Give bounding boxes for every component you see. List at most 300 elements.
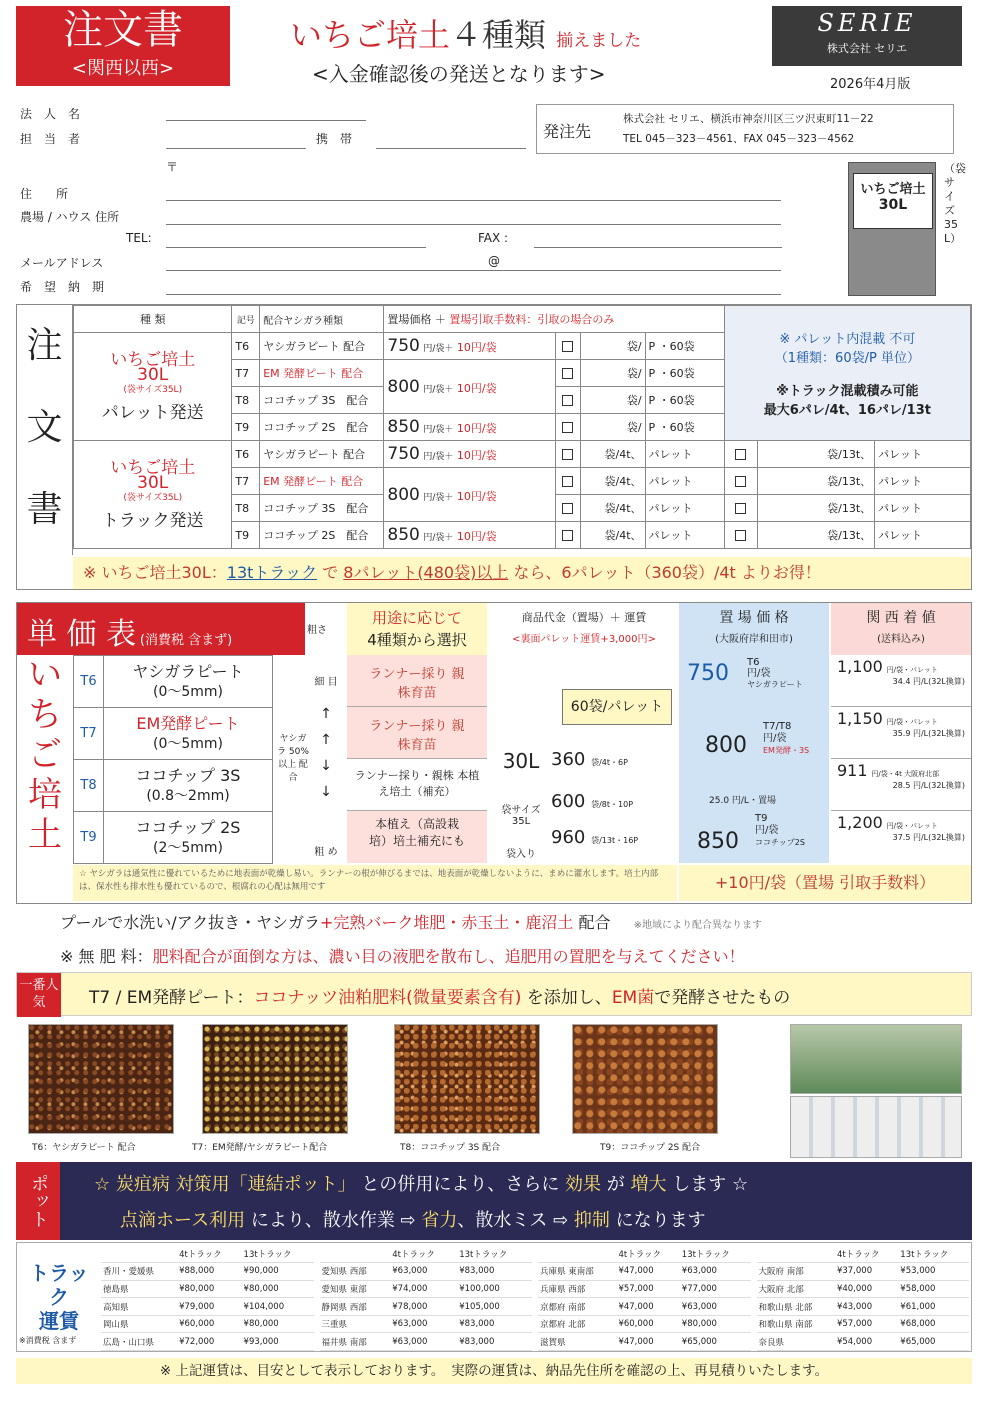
truck-note-1: ※トラック混載積み可能 bbox=[776, 384, 919, 399]
at-mark: @ bbox=[488, 254, 500, 268]
qty-cell-a: 袋/4t、 bbox=[581, 495, 645, 522]
kansai-unit: 円/袋・パレット bbox=[886, 666, 938, 674]
photo-caption bbox=[192, 1140, 327, 1153]
price-title-bar bbox=[17, 603, 305, 655]
kansai-sub: 37.5 円/L(32L換算) bbox=[892, 833, 965, 842]
qty-cell-b: パレット bbox=[645, 495, 724, 522]
fax-label: FAX : bbox=[478, 231, 509, 245]
qty-cell-c: 袋/13t、 bbox=[757, 495, 875, 522]
wash-text-b: +完熟バーク堆肥・赤玉土・鹿沼土 bbox=[319, 913, 574, 932]
qty-cell-b: パレット bbox=[645, 522, 724, 549]
kansai-price: 1,200 bbox=[837, 813, 883, 832]
kansai-column bbox=[831, 655, 971, 863]
headline-main: いちご培土 bbox=[290, 16, 451, 54]
col-header-price bbox=[384, 306, 724, 333]
popular-c: を添加し、 bbox=[521, 988, 612, 1008]
truck-fare-row bbox=[101, 1263, 314, 1281]
truck-fare-13t: ¥58,000 bbox=[898, 1280, 969, 1298]
kansai-price: 1,150 bbox=[837, 709, 883, 728]
wash-line bbox=[60, 910, 970, 933]
order-to-line1: 株式会社 セリエ、横浜市神奈川区三ツ沢東町11－22 bbox=[623, 113, 874, 125]
kansai-cell bbox=[831, 707, 971, 759]
qty-cell-c: 袋/13t、 bbox=[757, 441, 875, 468]
qty-unit: 袋/4t・6P bbox=[591, 758, 628, 767]
bag-size: 30L bbox=[878, 197, 908, 213]
qty-cell-a: 袋/ bbox=[581, 360, 645, 387]
place-code: T6 bbox=[747, 657, 760, 668]
order-to-label: 発注先 bbox=[543, 122, 592, 141]
truck-pref: 岡山県 bbox=[101, 1315, 177, 1333]
order-form-badge bbox=[16, 6, 230, 86]
badge-title: 注文書 bbox=[63, 7, 183, 53]
qty-cell-b: パレット bbox=[645, 441, 724, 468]
kansai-price: 1,100 bbox=[837, 657, 883, 676]
pot-side-label: ポット bbox=[16, 1162, 60, 1240]
truck-col-4t: 4tトラック bbox=[835, 1245, 898, 1263]
truck-col-4t: 4tトラック bbox=[390, 1245, 457, 1263]
banner-d: 8パレット(480袋)以上 bbox=[343, 563, 509, 582]
truck-col-pref bbox=[538, 1245, 616, 1263]
pot-line1-b: との併用により、さらに bbox=[355, 1174, 566, 1195]
col-use bbox=[347, 603, 487, 655]
qty-cell-a: 袋/ bbox=[581, 333, 645, 360]
place-price-row bbox=[687, 661, 729, 686]
row-code: T9 bbox=[232, 414, 260, 441]
place-detail bbox=[763, 721, 809, 757]
kansai-cell bbox=[831, 655, 971, 707]
price-side-label bbox=[17, 655, 73, 863]
pot-line2-f: になります bbox=[609, 1210, 706, 1231]
row-mix-text: EM 発酵ピート 配合 bbox=[263, 367, 364, 380]
qty-cell-b: P ・60袋 bbox=[645, 333, 724, 360]
popular-a: T7 / EM発酵ピート： bbox=[89, 988, 254, 1008]
qty-cell-b: P ・60袋 bbox=[645, 414, 724, 441]
truck-fare-row bbox=[320, 1333, 533, 1351]
truck-label-2: 運賃 bbox=[39, 1309, 79, 1333]
pot-line1-f: します ☆ bbox=[666, 1174, 749, 1195]
bag-side-note: （袋サイズ35L） bbox=[944, 162, 966, 245]
farm-label: 農場 / ハウス 住所 bbox=[20, 210, 120, 224]
truck-pref: 奈良県 bbox=[757, 1333, 835, 1351]
col-place-2: (大阪府岸和田市) bbox=[715, 634, 793, 645]
qty-row bbox=[551, 749, 677, 770]
tel-field[interactable] bbox=[166, 247, 426, 248]
order-to-box bbox=[536, 104, 954, 154]
row-fee: 10円/袋 bbox=[456, 341, 497, 354]
logo-company: 株式会社 セリエ bbox=[826, 42, 908, 55]
qty-checkbox[interactable] bbox=[555, 387, 581, 414]
qty-num: 360 bbox=[551, 749, 586, 770]
qty-checkbox[interactable] bbox=[555, 414, 581, 441]
col-cost-2: <裏面パレット運賃+3,000円> bbox=[512, 634, 656, 645]
kansai-cell bbox=[831, 811, 971, 863]
qty-cell-a: 袋/ bbox=[581, 414, 645, 441]
pallet-note-1: ※ パレット内混載 不可 bbox=[779, 332, 916, 347]
product-size: (0～5mm) bbox=[152, 735, 223, 752]
truck-fare-4t: ¥60,000 bbox=[177, 1315, 241, 1333]
truck-fare-13t: ¥105,000 bbox=[457, 1298, 532, 1316]
truck-fare-table bbox=[757, 1245, 970, 1351]
row-price-unit: 円/袋＋ bbox=[423, 425, 454, 435]
row-price-value: 850 bbox=[387, 525, 420, 545]
headline-suffix: 揃えました bbox=[556, 31, 642, 51]
pallet-group-size: 30L bbox=[137, 364, 169, 385]
product-table bbox=[73, 655, 273, 864]
per-pallet-box: 60袋/パレット bbox=[562, 689, 672, 725]
volume-label: 30L bbox=[502, 749, 540, 773]
truck-fare-13t: ¥65,000 bbox=[680, 1333, 751, 1351]
wash-text-a: プールで水洗い/アク抜き・ヤシガラ bbox=[60, 913, 320, 932]
coarse-top: 細 目 bbox=[314, 677, 338, 688]
truck-pref: 愛知県 東部 bbox=[320, 1280, 391, 1298]
product-size: (0～5mm) bbox=[152, 683, 223, 700]
row-fee: 10円/袋 bbox=[456, 381, 497, 395]
truck-fare-4t: ¥74,000 bbox=[390, 1280, 457, 1298]
pallet-note bbox=[724, 306, 970, 441]
row-fee: 10円/袋 bbox=[456, 489, 497, 503]
truck-col-13t: 13tトラック bbox=[242, 1245, 314, 1263]
truck-fare-13t: ¥90,000 bbox=[242, 1263, 314, 1281]
order-table bbox=[73, 305, 971, 549]
truck-fare-row bbox=[538, 1333, 751, 1351]
qty-unit: 袋/8t・10P bbox=[591, 800, 634, 809]
truck-col-4t: 4tトラック bbox=[177, 1245, 241, 1263]
row-price-unit: 円/袋＋ bbox=[423, 384, 454, 395]
product-code: T9 bbox=[74, 812, 104, 864]
truck-fare-4t: ¥80,000 bbox=[177, 1280, 241, 1298]
popular-badge: 一番人気 bbox=[17, 973, 61, 1017]
yashigara-note: ヤシガラ 50% 以上 配合 bbox=[277, 734, 309, 783]
price-side-char: い bbox=[28, 655, 62, 695]
pot-photo-bottom bbox=[790, 1096, 962, 1158]
fee-note: +10円/袋（置場 引取手数料） bbox=[679, 865, 971, 901]
truck-tax-note: ※消費税 含まず bbox=[19, 1336, 77, 1345]
row-price bbox=[384, 441, 555, 468]
truck-note-2: 最大6パレ/4t、16パレ/13t bbox=[763, 403, 931, 418]
pot-line1-c: 効果 bbox=[565, 1174, 602, 1195]
row-mix: ヤシガラピート 配合 bbox=[260, 441, 384, 468]
row-price bbox=[384, 414, 555, 441]
qty-cell-b: P ・60袋 bbox=[645, 360, 724, 387]
truck-pref: 徳島県 bbox=[101, 1280, 177, 1298]
kansai-sub: 34.4 円/L(32L換算) bbox=[892, 677, 965, 686]
mobile-field[interactable] bbox=[376, 148, 526, 149]
place-code: T7/T8 bbox=[763, 721, 792, 732]
kansai-price: 911 bbox=[837, 761, 868, 780]
qty-checkbox[interactable] bbox=[555, 468, 581, 495]
truck-pref: 和歌山県 北部 bbox=[757, 1298, 835, 1316]
place-detail bbox=[747, 657, 803, 690]
pot-line2-c: 省力 bbox=[421, 1210, 458, 1231]
soil-photo-t8 bbox=[394, 1024, 540, 1134]
order-to-line2: TEL 045－323－4561、FAX 045－323－4562 bbox=[623, 133, 855, 145]
row-price-value: 850 bbox=[387, 417, 420, 437]
truck-fare-4t: ¥78,000 bbox=[390, 1298, 457, 1316]
product-code: T8 bbox=[74, 760, 104, 812]
truck-fare-4t: ¥88,000 bbox=[177, 1263, 241, 1281]
delivery-field[interactable] bbox=[166, 294, 781, 295]
truck-fare-4t: ¥40,000 bbox=[835, 1280, 898, 1298]
truck-pref: 大阪府 南部 bbox=[757, 1263, 835, 1281]
truck-fare-row bbox=[101, 1333, 314, 1351]
product-code: T7 bbox=[74, 708, 104, 760]
col-use-2: 4種類から選択 bbox=[367, 631, 467, 649]
col-kansai-2: (送料込み) bbox=[877, 634, 925, 645]
product-name-cell bbox=[104, 812, 273, 864]
qty-checkbox[interactable] bbox=[555, 333, 581, 360]
logo-brand: SERIE bbox=[817, 9, 917, 37]
qty-checkbox-13t[interactable] bbox=[724, 495, 757, 522]
subheadline: <入金確認後の発送となります> bbox=[312, 62, 606, 86]
qty-cell-d: パレット bbox=[875, 441, 971, 468]
use-cell: ランナー採り 親株育苗 bbox=[347, 707, 487, 759]
row-price-value: 800 bbox=[387, 484, 420, 505]
col-place-1: 置 場 価 格 bbox=[719, 610, 789, 626]
row-mix: ココチップ 2S 配合 bbox=[260, 522, 384, 549]
col-header-type: 種 類 bbox=[74, 306, 232, 333]
truck-group-bag: (袋サイズ35L) bbox=[123, 492, 183, 503]
truck-pref: 静岡県 西部 bbox=[320, 1298, 391, 1316]
badge-subtitle: <関西以西> bbox=[71, 58, 175, 79]
qty-cell-d: パレット bbox=[875, 522, 971, 549]
truck-pref: 高知県 bbox=[101, 1298, 177, 1316]
place-unit: 円/袋 bbox=[755, 825, 779, 836]
farm-field[interactable] bbox=[166, 224, 781, 225]
truck-group-cell bbox=[74, 441, 232, 549]
price-side-char: ち bbox=[28, 695, 62, 735]
price-side-char: ご bbox=[28, 735, 62, 775]
place-desc: ココチップ2S bbox=[755, 838, 805, 847]
truck-col-pref bbox=[320, 1245, 391, 1263]
person-field[interactable] bbox=[166, 148, 306, 149]
product-name: ココチップ 3S bbox=[135, 765, 241, 785]
place-unit: 円/袋 bbox=[763, 733, 787, 744]
product-name: ヤシガラピート bbox=[132, 661, 244, 681]
truck-blocks bbox=[101, 1245, 969, 1351]
truck-fare-13t: ¥61,000 bbox=[898, 1298, 969, 1316]
bag-in-label: 袋入り bbox=[506, 849, 536, 860]
qty-num: 960 bbox=[551, 827, 586, 848]
qty-cell-a: 袋/4t、 bbox=[581, 522, 645, 549]
pallet-group-method: パレット発送 bbox=[101, 402, 204, 423]
truck-fare-4t: ¥63,000 bbox=[390, 1315, 457, 1333]
product-size: (0.8～2mm) bbox=[146, 787, 230, 804]
row-mix bbox=[260, 360, 384, 387]
qty-checkbox[interactable] bbox=[555, 495, 581, 522]
wash-note: ※地域により配合異なります bbox=[633, 920, 762, 931]
qty-checkbox-13t[interactable] bbox=[724, 522, 757, 549]
price-title-note: (消費税 含まず) bbox=[139, 633, 233, 648]
address-field[interactable] bbox=[166, 200, 781, 201]
headline-num: ４種類 bbox=[450, 16, 547, 54]
mobile-label: 携 帯 bbox=[316, 132, 353, 146]
price-footnote: ☆ ヤシガラは通気性に優れているために地表面が乾燥し易い。ランナーの根が伸びるまでは、地表面が乾燥しないように、まめに灌水します。培土内部は、保水性も排水性も優れているので、根腐れの心配は無用です bbox=[73, 865, 677, 901]
col-cost-1: 商品代金（置場）＋ 運賃 bbox=[521, 611, 647, 624]
truck-fare-13t: ¥80,000 bbox=[242, 1280, 314, 1298]
product-name: ココチップ 2S bbox=[135, 817, 241, 837]
banner-e: なら、6パレット（360袋）/4t よりお得！ bbox=[508, 563, 821, 582]
popular-text bbox=[89, 983, 790, 1008]
truck-fare-row bbox=[538, 1263, 751, 1281]
qty-checkbox[interactable] bbox=[555, 360, 581, 387]
serie-logo bbox=[772, 6, 962, 66]
row-code: T7 bbox=[232, 360, 260, 387]
col-place bbox=[679, 603, 829, 655]
order-side-label bbox=[17, 305, 73, 555]
truck-fare-row bbox=[538, 1315, 751, 1333]
row-code: T6 bbox=[232, 333, 260, 360]
qty-checkbox-13t[interactable] bbox=[724, 468, 757, 495]
qty-num: 600 bbox=[551, 791, 586, 812]
qty-cell-a: 袋/ bbox=[581, 387, 645, 414]
qty-checkbox[interactable] bbox=[555, 522, 581, 549]
row-fee: 10円/袋 bbox=[456, 449, 497, 462]
product-name-cell bbox=[104, 760, 273, 812]
use-cell: ランナー採り・親株 本植え培土（補充） bbox=[347, 759, 487, 811]
truck-fare-13t: ¥80,000 bbox=[242, 1315, 314, 1333]
pot-line2-e: 抑制 bbox=[573, 1210, 610, 1231]
truck-fare-row bbox=[320, 1315, 533, 1333]
row-price-unit: 円/袋＋ bbox=[423, 492, 454, 503]
per-liter: 25.0 円/L・置場 bbox=[709, 796, 776, 806]
truck-fare-row bbox=[320, 1280, 533, 1298]
price-side-char: 土 bbox=[28, 815, 62, 855]
row-mix: ココチップ 2S 配合 bbox=[260, 414, 384, 441]
truck-fare-13t: ¥77,000 bbox=[680, 1280, 751, 1298]
truck-fare-13t: ¥83,000 bbox=[457, 1315, 532, 1333]
place-code: T9 bbox=[755, 813, 768, 824]
order-side-char: 書 bbox=[26, 489, 63, 530]
photo-caption-text: T7：EM発酵/ヤシガラピート配合 bbox=[192, 1143, 328, 1153]
popular-e: で発酵させたもの bbox=[654, 988, 791, 1008]
product-name: EM発酵ピート bbox=[136, 713, 240, 733]
qty-cell-a: 袋/4t、 bbox=[581, 441, 645, 468]
banner-b: 13tトラック bbox=[226, 563, 318, 582]
truck-fare-13t: ¥63,000 bbox=[680, 1263, 751, 1281]
pot-line2-a: 点滴ホース利用 bbox=[120, 1210, 246, 1231]
truck-fare-row bbox=[538, 1298, 751, 1316]
product-size: (2～5mm) bbox=[152, 839, 223, 856]
coarse-arrow: ↑ ↑ ↓ ↓ bbox=[320, 706, 332, 800]
qty-cell-d: パレット bbox=[875, 495, 971, 522]
truck-col-13t: 13tトラック bbox=[457, 1245, 532, 1263]
truck-fare-4t: ¥57,000 bbox=[616, 1280, 679, 1298]
place-price: 750 bbox=[687, 661, 729, 686]
row-price bbox=[384, 360, 555, 414]
truck-pref: 大阪府 北部 bbox=[757, 1280, 835, 1298]
col-header-fee-label: 置場引取手数料：引取の場合のみ bbox=[449, 313, 615, 326]
qty-cell-c: 袋/13t、 bbox=[757, 522, 875, 549]
truck-pref: 愛知県 西部 bbox=[320, 1263, 391, 1281]
row-mix: ヤシガラピート 配合 bbox=[260, 333, 384, 360]
use-cell: 本植え（高設栽培）培土補充にも bbox=[347, 811, 487, 863]
truck-pref: 福井県 南部 bbox=[320, 1333, 391, 1351]
company-field[interactable] bbox=[166, 120, 366, 121]
banner-a: ※ いちご培土30L： bbox=[83, 563, 227, 582]
truck-fare-4t: ¥60,000 bbox=[616, 1315, 679, 1333]
row-price-unit: 円/袋＋ bbox=[423, 533, 454, 543]
truck-fare-table bbox=[538, 1245, 751, 1351]
use-column bbox=[347, 655, 487, 863]
row-price-value: 800 bbox=[387, 376, 420, 397]
truck-fare-4t: ¥63,000 bbox=[390, 1333, 457, 1351]
kansai-sub: 28.5 円/L(32L換算) bbox=[892, 781, 965, 790]
use-cell: ランナー採り 親株育苗 bbox=[347, 655, 487, 707]
footer-note: ※ 上記運賃は、目安として表示しております。 実際の運賃は、納品先住所を確認の上、再見積りいたします。 bbox=[16, 1358, 972, 1384]
truck-fare-13t: ¥53,000 bbox=[898, 1263, 969, 1281]
col-header-price-label: 置場価格 ＋ bbox=[387, 313, 450, 326]
truck-pref: 京都府 北部 bbox=[538, 1315, 616, 1333]
truck-fare-4t: ¥54,000 bbox=[835, 1333, 898, 1351]
truck-label bbox=[21, 1261, 97, 1333]
no-fertilizer-line bbox=[60, 944, 970, 967]
row-mix bbox=[260, 468, 384, 495]
person-label: 担 当 者 bbox=[20, 132, 81, 146]
product-name-cell bbox=[104, 708, 273, 760]
price-title: 単 価 表 bbox=[27, 617, 137, 652]
row-mix: ココチップ 3S 配合 bbox=[260, 495, 384, 522]
qty-checkbox-13t[interactable] bbox=[724, 441, 757, 468]
place-price-row bbox=[705, 733, 747, 758]
banner-c: で bbox=[317, 563, 344, 582]
truck-deal-banner bbox=[73, 557, 971, 589]
qty-cell-c: 袋/13t、 bbox=[757, 468, 875, 495]
truck-pref: 香川・愛媛県 bbox=[101, 1263, 177, 1281]
col-cost bbox=[491, 607, 677, 651]
soil-photo-t6 bbox=[28, 1024, 174, 1134]
truck-pref: 和歌山県 南部 bbox=[757, 1315, 835, 1333]
qty-cell-b: パレット bbox=[645, 468, 724, 495]
qty-checkbox[interactable] bbox=[555, 441, 581, 468]
row-price-unit: 円/袋＋ bbox=[423, 452, 454, 462]
photo-caption: T8：ココチップ 3S 配合 bbox=[400, 1143, 501, 1153]
truck-fare-13t: ¥80,000 bbox=[680, 1315, 751, 1333]
truck-fare-row bbox=[757, 1263, 970, 1281]
order-side-char: 文 bbox=[26, 407, 63, 448]
row-code: T9 bbox=[232, 522, 260, 549]
truck-fare-4t: ¥47,000 bbox=[616, 1263, 679, 1281]
truck-fare-4t: ¥37,000 bbox=[835, 1263, 898, 1281]
price-section bbox=[16, 602, 972, 904]
delivery-label: 希 望 納 期 bbox=[20, 280, 105, 294]
truck-fare-row bbox=[320, 1263, 533, 1281]
truck-col-pref bbox=[757, 1245, 835, 1263]
truck-fare-13t: ¥68,000 bbox=[898, 1315, 969, 1333]
company-label: 法 人 名 bbox=[20, 107, 81, 121]
col-kansai bbox=[831, 603, 971, 655]
truck-fare-row bbox=[101, 1315, 314, 1333]
place-price: 850 bbox=[697, 829, 739, 854]
truck-fare-4t: ¥47,000 bbox=[616, 1333, 679, 1351]
headline bbox=[290, 10, 760, 56]
fax-field[interactable] bbox=[534, 247, 782, 248]
pot-photo-top bbox=[790, 1024, 962, 1094]
row-price bbox=[384, 468, 555, 522]
row-code: T8 bbox=[232, 495, 260, 522]
price-side-char: 培 bbox=[28, 775, 62, 815]
truck-fare-4t: ¥79,000 bbox=[177, 1298, 241, 1316]
row-price-unit: 円/袋＋ bbox=[423, 344, 454, 354]
soil-photo-t9 bbox=[572, 1024, 718, 1134]
kansai-unit: 円/袋・4t 大阪府北部 bbox=[871, 770, 940, 778]
email-field[interactable] bbox=[166, 270, 781, 271]
wash-text-c: 配合 bbox=[573, 913, 611, 932]
popular-d: EM菌 bbox=[611, 988, 655, 1008]
photo-caption: T6：ヤシガラピート 配合 bbox=[32, 1143, 136, 1153]
qty-cell-b: P ・60袋 bbox=[645, 387, 724, 414]
pallet-note-2: （1種類：60袋/P 単位） bbox=[774, 351, 920, 366]
tel-label: TEL: bbox=[126, 231, 152, 245]
